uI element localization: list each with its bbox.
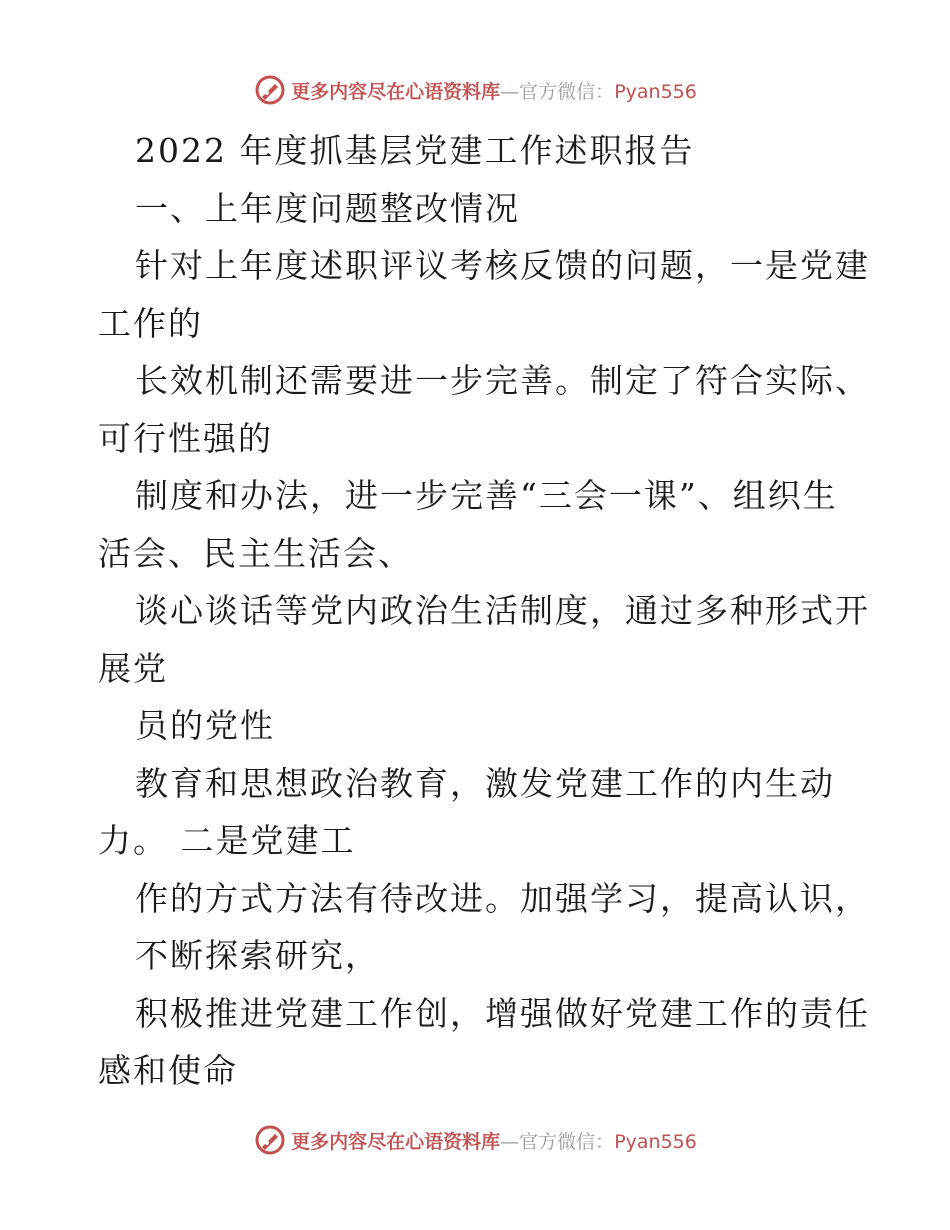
footer-banner — [0, 1120, 950, 1160]
pen-nib-logo-icon — [253, 1123, 287, 1157]
banner-label: 官方微信： — [519, 80, 615, 103]
text-line: 长效机制还需要进一步完善。制定了符合实际、 — [135, 361, 870, 400]
text-line: 积极推进党建工作创，增强做好党建工作的责任 — [135, 993, 870, 1033]
banner-separator: — — [500, 1130, 520, 1153]
banner-separator: — — [500, 80, 520, 103]
document-title: 2022 年度抓基层党建工作述职报告 — [135, 131, 695, 170]
text-line: 作的方式方法有待改进。加强学习，提高认识， — [135, 878, 870, 918]
banner-brand: 更多内容尽在心语资料库 — [291, 80, 501, 103]
banner-label: 官方微信： — [519, 1130, 615, 1153]
banner-brand: 更多内容尽在心语资料库 — [291, 1130, 501, 1153]
text-line: 针对上年度述职评议考核反馈的问题，一是党建 — [135, 246, 870, 285]
pen-nib-logo-icon — [253, 73, 287, 107]
text-line: 力。 二是党建工 — [98, 821, 356, 860]
banner-handle: Pyan556 — [614, 80, 697, 103]
text-line: 员的党性 — [135, 706, 275, 745]
section-heading: 一、上年度问题整改情况 — [135, 188, 520, 228]
text-line: 不断探索研究， — [135, 936, 380, 975]
text-line: 谈心谈话等党内政治生活制度，通过多种形式开 — [135, 591, 870, 630]
text-line: 感和使命 — [98, 1051, 238, 1090]
banner-text — [291, 1127, 697, 1154]
text-line: 可行性强的 — [98, 418, 273, 458]
document-body — [98, 122, 870, 1100]
text-line: 工作的 — [98, 303, 203, 343]
text-line: 制度和办法，进一步完善“三会一课”、组织生 — [135, 476, 838, 515]
header-banner — [0, 70, 950, 110]
text-line: 教育和思想政治教育，激发党建工作的内生动 — [135, 763, 835, 803]
text-line: 展党 — [98, 648, 168, 688]
banner-text — [291, 77, 697, 104]
banner-handle: Pyan556 — [614, 1130, 697, 1153]
paragraph-lines — [98, 237, 870, 1100]
text-line: 活会、民主生活会、 — [98, 533, 413, 573]
